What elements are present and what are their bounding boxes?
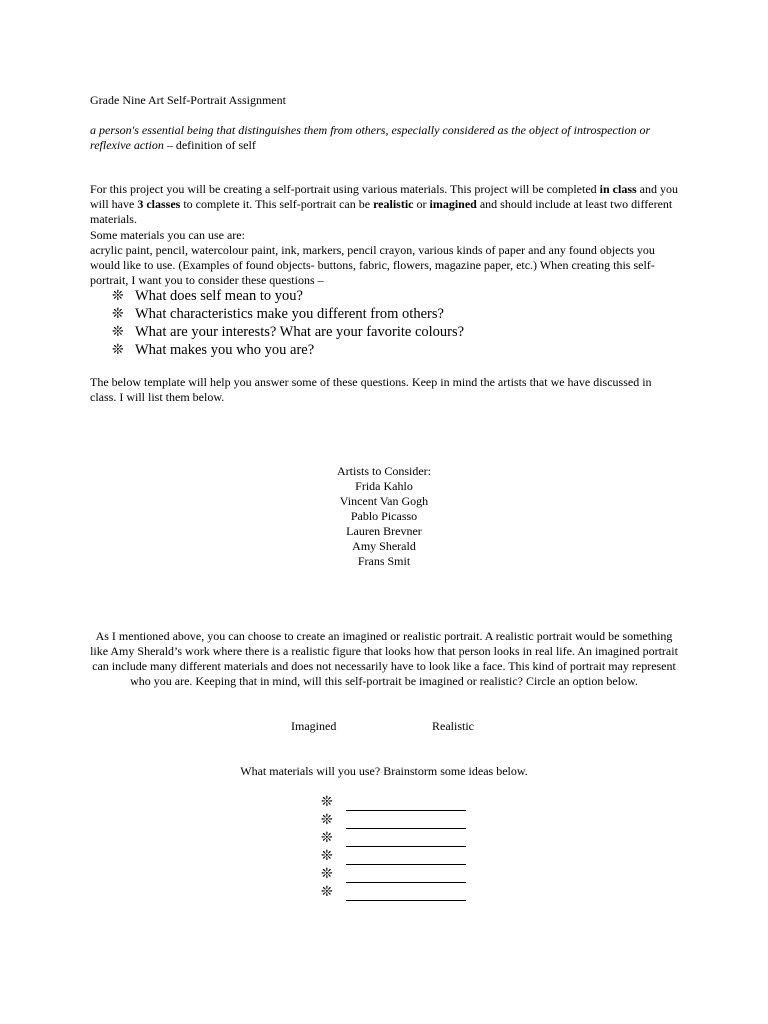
asterisk-bullet-icon: ❊: [112, 288, 124, 304]
questions-list: [112, 287, 464, 359]
option-realistic[interactable]: Realistic: [432, 719, 474, 733]
asterisk-bullet-icon: ❊: [112, 342, 124, 358]
intro-text: and should include at least two different materials.: [90, 197, 673, 227]
blank-line[interactable]: [346, 852, 466, 865]
blank-line[interactable]: [346, 834, 466, 847]
materials-list-text: acrylic paint, pencil, watercolour paint, ink, markers, pencil crayon, various kinds of paper and any found objects you would like to use. (Examples of found objects- buttons, fabric, flowers, magazine paper, etc.) When creating this self-portrait, I want you to consider these questions –: [90, 242, 655, 288]
definition-quote: a person's essential being that distinguishes them from others, especially considered as the object of introspection or reflexive action: [90, 123, 651, 153]
blank-line[interactable]: [346, 870, 466, 883]
artists-heading: Artists to Consider:: [336, 464, 431, 478]
intro-paragraph: [90, 182, 680, 288]
asterisk-bullet-icon: ❊: [112, 324, 124, 340]
intro-bold-realistic: realistic: [373, 197, 414, 212]
list-item: [321, 793, 466, 811]
list-item: [112, 305, 464, 323]
question-text: What are your interests? What are your favorite colours?: [135, 324, 465, 340]
artist-name: Vincent Van Gogh: [339, 494, 429, 508]
list-item: [321, 847, 466, 865]
intro-bold-imagined: imagined: [429, 197, 477, 212]
artist-name: Pablo Picasso: [350, 509, 418, 523]
intro-text: to complete it. This self-portrait can be: [180, 197, 374, 212]
intro-bold-in-class: in class: [599, 182, 637, 196]
portrait-type-paragraph: As I mentioned above, you can choose to create an imagined or realistic portrait. A realistic portrait would be something like Amy Sherald’s work where there is a realistic figure that looks how that person looks in real life. An imagined portrait can include many different materials and does not necessarily have to look like a face. This kind of portrait may represent who you are. Keeping that in mind, will this self-portrait be imagined or realistic? Circle an option below.: [90, 629, 678, 688]
question-text: What makes you who you are?: [135, 342, 315, 358]
asterisk-bullet-icon: ❊: [112, 306, 124, 322]
blank-line[interactable]: [346, 888, 466, 901]
artist-name: Frida Kahlo: [355, 479, 413, 493]
brainstorm-blanks-list: [321, 793, 466, 901]
list-item: [321, 811, 466, 829]
asterisk-bullet-icon: ❊: [321, 884, 333, 900]
list-item: [321, 829, 466, 847]
list-item: [112, 287, 464, 305]
option-imagined[interactable]: Imagined: [291, 719, 337, 733]
artists-list: [234, 464, 534, 569]
question-text: What characteristics make you different from others?: [135, 306, 444, 322]
artist-name: Amy Sherald: [352, 539, 416, 553]
materials-heading: Some materials you can use are:: [90, 227, 245, 242]
blank-line[interactable]: [346, 816, 466, 829]
list-item: [112, 341, 464, 359]
list-item: [321, 883, 466, 901]
list-item: [112, 323, 464, 341]
intro-text: For this project you will be creating a self-portrait using various materials. This project will be completed: [90, 182, 600, 196]
asterisk-bullet-icon: ❊: [321, 794, 333, 810]
asterisk-bullet-icon: ❊: [321, 848, 333, 864]
question-text: What does self mean to you?: [135, 288, 303, 304]
intro-text: or: [413, 197, 430, 212]
asterisk-bullet-icon: ❊: [321, 866, 333, 882]
list-item: [321, 865, 466, 883]
intro-bold-classes: 3 classes: [137, 197, 181, 212]
blank-line[interactable]: [346, 798, 466, 811]
artist-name: Lauren Brevner: [346, 524, 422, 538]
template-note: The below template will help you answer some of these questions. Keep in mind the artists that we have discussed in class. I will list them below.: [90, 375, 652, 405]
definition-attribution: – definition of self: [163, 138, 256, 153]
intro-text: and you will have: [90, 182, 678, 212]
artist-name: Frans Smit: [357, 554, 411, 568]
assignment-title: Grade Nine Art Self-Portrait Assignment: [90, 93, 286, 107]
materials-question: What materials will you use? Brainstorm some ideas below.: [240, 764, 528, 778]
asterisk-bullet-icon: ❊: [321, 830, 333, 846]
asterisk-bullet-icon: ❊: [321, 812, 333, 828]
definition-of-self: [90, 123, 680, 153]
